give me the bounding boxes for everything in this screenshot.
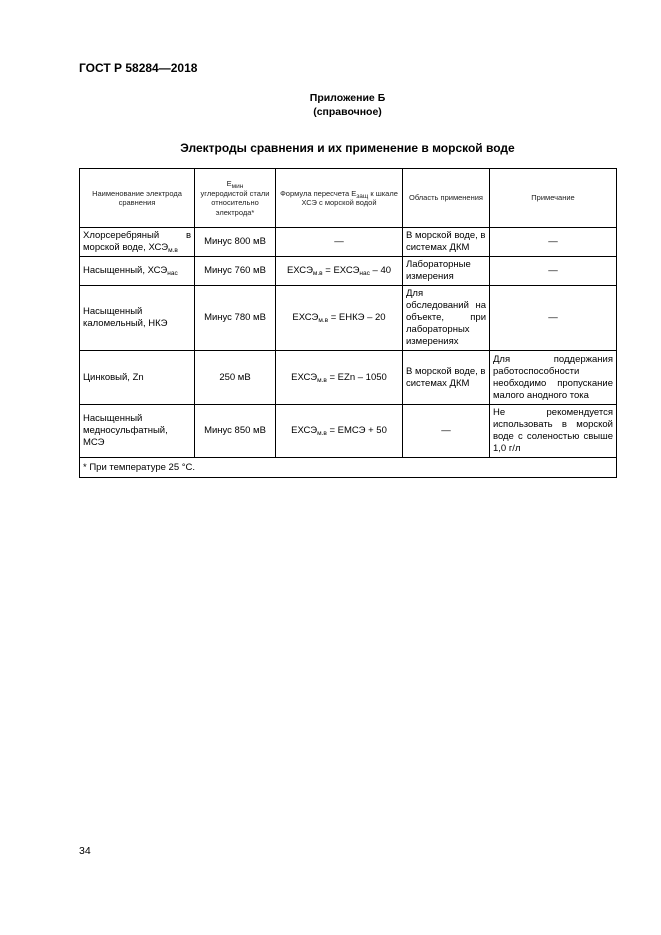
- table-row: [80, 257, 617, 286]
- table-row: [80, 351, 617, 405]
- cell-note: Не рекомендуется использовать в морской воде с соленостью свыше 1,0 г/л: [490, 405, 617, 458]
- cell-emin: Минус 800 мВ: [195, 228, 276, 257]
- cell-area: Для обследований на объекте, при лабораторных измерениях: [403, 286, 490, 351]
- cell-name: Насыщенный, $ХСЭ_{нас}$: [80, 257, 195, 286]
- cell-name: Насыщенный каломельный, НКЭ: [80, 286, 195, 351]
- table-row: [80, 286, 617, 351]
- cell-area: Лабораторные измерения: [403, 257, 490, 286]
- table-row: [80, 228, 617, 257]
- header-note: Примечание: [490, 169, 617, 228]
- cell-name: Хлорсеребряный в морской воде, $ХСЭ_{м.в}$: [80, 228, 195, 257]
- cell-area: В морской воде, в системах ДКМ: [403, 228, 490, 257]
- cell-name: Насыщенный медносульфатный, МСЭ: [80, 405, 195, 458]
- cell-note: —: [490, 286, 617, 351]
- cell-emin: Минус 850 мВ: [195, 405, 276, 458]
- cell-note: Для поддержания работоспособности необходимо пропускание малого анодного тока: [490, 351, 617, 405]
- cell-formula: —: [276, 228, 403, 257]
- cell-formula: $ЕХСЭ_{м.в}$ = $ЕХСЭ_{нас} - 40$: [276, 257, 403, 286]
- cell-emin: 250 мВ: [195, 351, 276, 405]
- cell-formula: $ЕХСЭ_{м.в}$ = ЕНКЭ – 20: [276, 286, 403, 351]
- cell-name: Цинковый, Zn: [80, 351, 195, 405]
- cell-note: —: [490, 228, 617, 257]
- footnote: * При температуре 25 °С.: [80, 458, 617, 478]
- cell-emin: Минус 780 мВ: [195, 286, 276, 351]
- cell-area: —: [403, 405, 490, 458]
- appendix-subtitle: (справочное): [313, 106, 382, 118]
- cell-emin: Минус 760 мВ: [195, 257, 276, 286]
- header-formula: Формула пересчета $Е_{защ}$ к шкале ХСЭ с морской водой: [276, 169, 403, 228]
- header-name: Наименование электрода сравнения: [80, 169, 195, 228]
- cell-formula: $ЕХСЭ_{м.в}$ = ЕМСЭ + 50: [276, 405, 403, 458]
- cell-area: В морской воде, в системах ДКМ: [403, 351, 490, 405]
- document-code: ГОСТ Р 58284—2018: [79, 61, 198, 75]
- table-title: Электроды сравнения и их применение в морской воде: [180, 141, 515, 155]
- header-area: Область применения: [403, 169, 490, 228]
- appendix-heading: [0, 91, 661, 119]
- page-number: 34: [79, 845, 91, 857]
- cell-formula: $ЕХСЭ_{м.в}$ = ЕZn – 1050: [276, 351, 403, 405]
- appendix-title: Приложение Б: [309, 92, 386, 104]
- footnote-row: [80, 458, 617, 478]
- table-header-row: [80, 169, 617, 228]
- cell-note: —: [490, 257, 617, 286]
- header-emin: $Е_{мин}$ углеродистой стали относительно электрода*: [195, 169, 276, 228]
- electrodes-table: [79, 168, 617, 478]
- table-row: [80, 405, 617, 458]
